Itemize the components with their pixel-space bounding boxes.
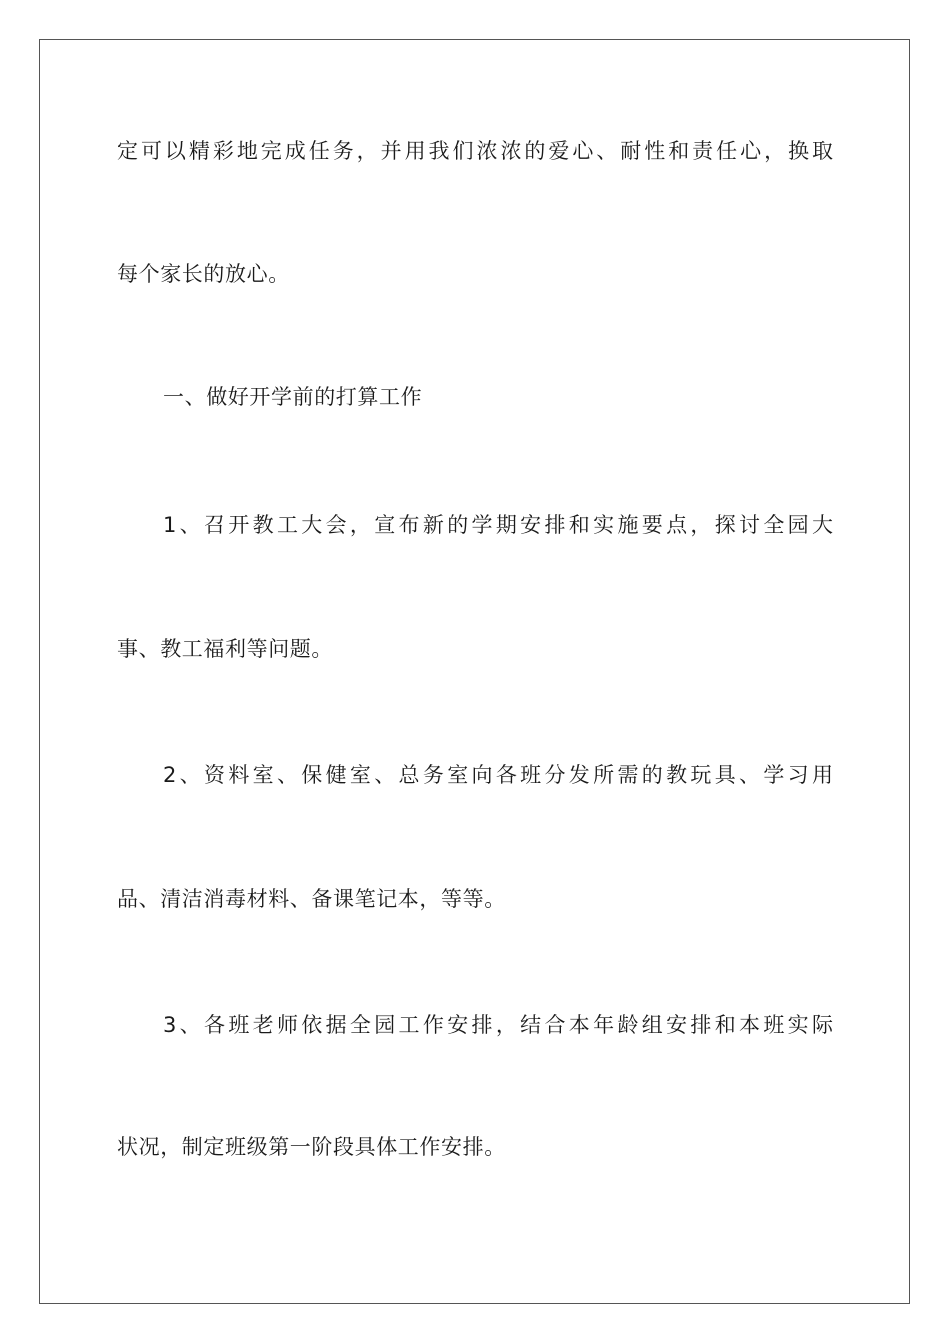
section-heading: 一、做好开学前的打算工作 <box>163 385 423 409</box>
paragraph-line-2: 每个家长的放心。 <box>117 262 290 286</box>
list-item-1-line-2: 事、教工福利等问题。 <box>117 637 333 661</box>
list-item-2-line-2: 品、清洁消毒材料、备课笔记本，等等。 <box>117 887 506 911</box>
list-item-3-line-2: 状况，制定班级第一阶段具体工作安排。 <box>117 1135 506 1159</box>
list-item-2-line-1: 2、资料室、保健室、总务室向各班分发所需的教玩具、学习用 <box>163 763 833 787</box>
paragraph-line-1: 定可以精彩地完成任务，并用我们浓浓的爱心、耐性和责任心，换取 <box>117 139 833 163</box>
page-frame <box>39 39 910 1304</box>
list-item-3-line-1: 3、各班老师依据全园工作安排，结合本年龄组安排和本班实际 <box>163 1013 833 1037</box>
list-item-1-line-1: 1、召开教工大会，宣布新的学期安排和实施要点，探讨全园大 <box>163 513 833 537</box>
